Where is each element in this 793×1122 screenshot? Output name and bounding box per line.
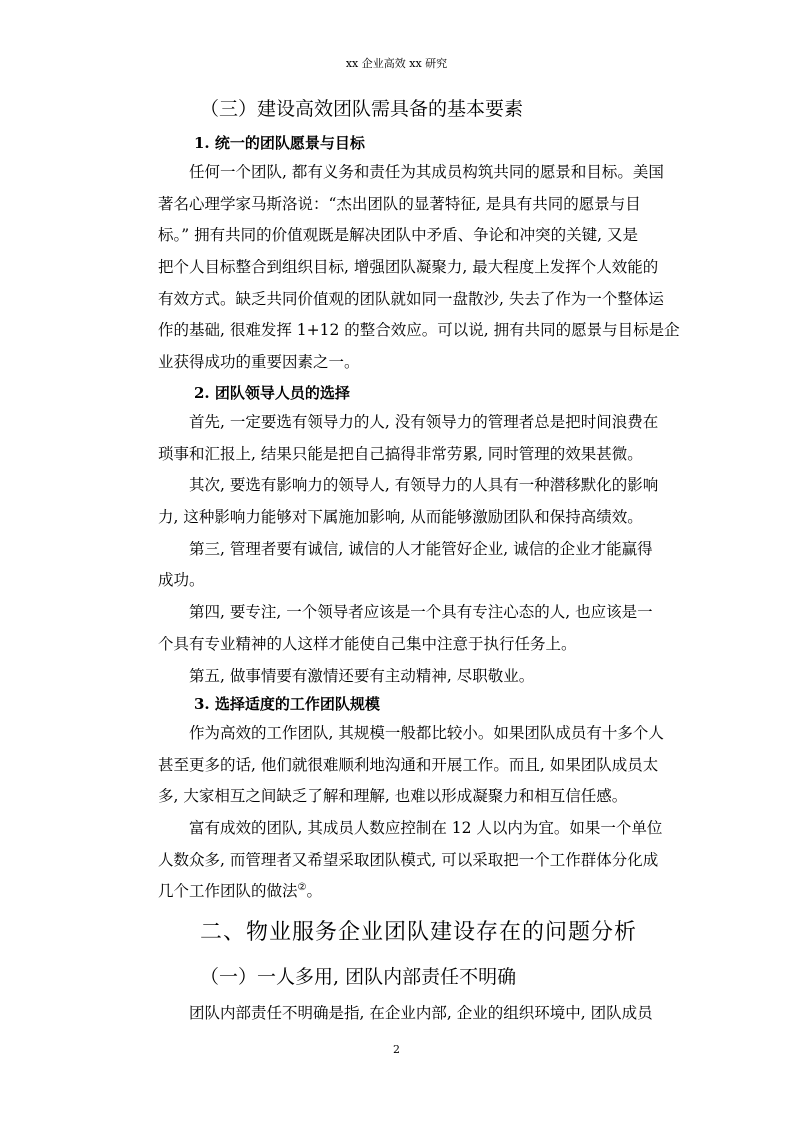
page-header: xx 企业高效 xx 研究 bbox=[345, 57, 448, 70]
paragraph-line: 有效方式。缺乏共同价值观的团队就如同一盘散沙, 失去了作为一个整体运 bbox=[158, 289, 664, 308]
paragraph-line: 甚至更多的话, 他们就很难顺利地沟通和开展工作。而且, 如果团队成员太 bbox=[158, 755, 659, 774]
paragraph-line: 把个人目标整合到组织目标, 增强团队凝聚力, 最大程度上发挥个人效能的 bbox=[158, 258, 659, 277]
paragraph-text: 。 bbox=[306, 882, 322, 901]
paragraph-line: 第五, 做事情要有激情还要有主动精神, 尽职敬业。 bbox=[189, 666, 535, 685]
paragraph-line: 富有成效的团队, 其成员人数应控制在 12 人以内为宜。如果一个单位 bbox=[189, 819, 663, 838]
item-2-paragraphs bbox=[158, 407, 678, 692]
paragraph-line: 作为高效的工作团队, 其规模一般都比较小。如果团队成员有十多个人 bbox=[189, 724, 664, 742]
paragraph-line: 著名心理学家马斯洛说：“杰出团队的显著特征, 是具有共同的愿景与目 bbox=[158, 194, 641, 213]
item-3-paragraphs bbox=[158, 718, 678, 908]
paragraph-line: 标。” 拥有共同的价值观既是解决团队中矛盾、争论和冲突的关键, 又是 bbox=[158, 226, 638, 245]
item-1-heading: 1. 统一的团队愿景与目标 bbox=[194, 134, 365, 152]
paragraph-line: 业获得成功的重要因素之一。 bbox=[158, 353, 360, 372]
chapter-heading: 二、物业服务企业团队建设存在的问题分析 bbox=[200, 920, 638, 945]
paragraph-line: 人数众多, 而管理者又希望采取团队模式, 可以采取把一个工作群体分化成 bbox=[158, 850, 659, 869]
paragraph-line: 首先, 一定要选有领导力的人, 没有领导力的管理者总是把时间浪费在 bbox=[189, 413, 659, 431]
paragraph-line: 第三, 管理者要有诚信, 诚信的人才能管好企业, 诚信的企业才能赢得 bbox=[189, 539, 653, 558]
footnote-marker[interactable]: ② bbox=[297, 882, 307, 894]
subsection-heading: （一）一人多用, 团队内部责任不明确 bbox=[200, 966, 517, 988]
paragraph-text: 几个工作团队的做法 bbox=[158, 882, 298, 901]
paragraph-line: 多, 大家相互之间缺乏了解和理解, 也难以形成凝聚力和相互信任感。 bbox=[158, 787, 628, 806]
paragraph-line: 团队内部责任不明确是指, 在企业内部, 企业的组织环境中, 团队成员 bbox=[189, 1004, 653, 1022]
item-1-paragraph bbox=[158, 157, 678, 379]
subsection-paragraph bbox=[158, 998, 678, 1030]
paragraph-line: 其次, 要选有影响力的领导人, 有领导力的人具有一种潜移默化的影响 bbox=[189, 476, 659, 495]
paragraph-line: 力, 这种影响力能够对下属施加影响, 从而能够激励团队和保持高绩效。 bbox=[158, 508, 643, 527]
paragraph-line: 任何一个团队, 都有义务和责任为其成员构筑共同的愿景和目标。美国 bbox=[189, 163, 664, 181]
item-3-heading: 3. 选择适度的工作团队规模 bbox=[194, 695, 380, 713]
paragraph-line: 个具有专业精神的人这样才能使自己集中注意于执行任务上。 bbox=[158, 634, 577, 653]
paragraph-line: 琐事和汇报上, 结果只能是把自己搞得非常劳累, 同时管理的效果甚微。 bbox=[158, 444, 643, 463]
paragraph-line: 第四, 要专注, 一个领导者应该是一个具有专注心态的人, 也应该是一 bbox=[189, 603, 653, 622]
paragraph-line: 作的基础, 很难发挥 1+12 的整合效应。可以说, 拥有共同的愿景与目标是企 bbox=[158, 321, 680, 340]
section-heading: （三）建设高效团队需具备的基本要素 bbox=[200, 98, 524, 120]
item-2-heading: 2. 团队领导人员的选择 bbox=[194, 384, 350, 402]
paragraph-line: 成功。 bbox=[158, 571, 205, 590]
paragraph-line bbox=[158, 876, 678, 908]
page-number: 2 bbox=[393, 1043, 400, 1056]
